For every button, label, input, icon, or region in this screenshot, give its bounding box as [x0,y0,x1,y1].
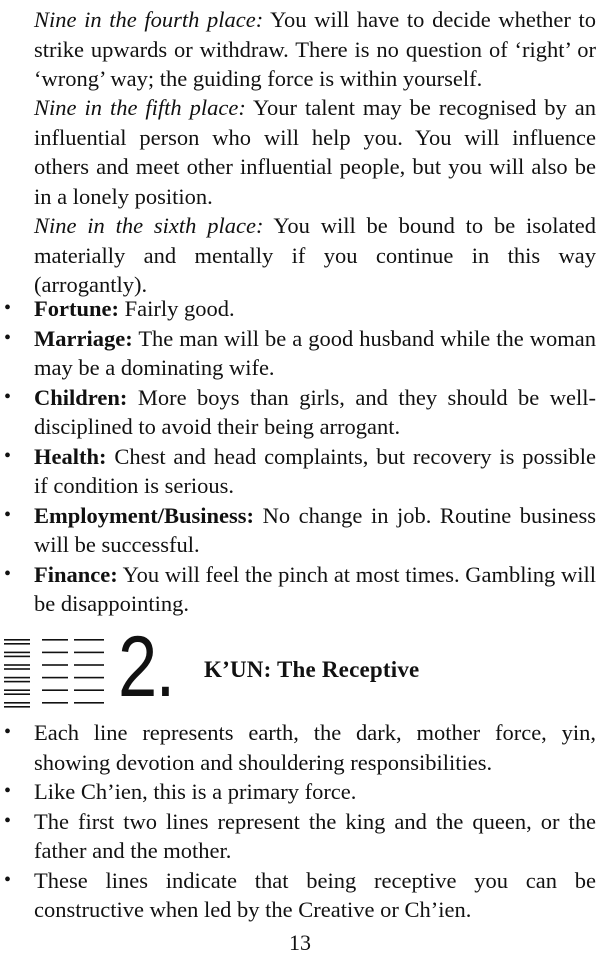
bullet-icon: • [4,444,12,467]
hexagram-kun-icon [0,636,115,711]
yin-line-segment [42,664,68,666]
bullet-icon: • [4,780,12,802]
page-number: 13 [289,930,311,955]
line-text: Your talent may be recognised by an influential person who will help you. You will influence others and meet other influential people, but you will also be in a lonely position. [34,95,596,209]
bullet-icon: • [4,562,12,585]
yin-line-segment [4,689,30,691]
list-item [0,807,596,866]
list-item [0,866,596,925]
bullet-text: The man will be a good husband while the woman may be a dominating wife. [34,325,597,380]
yin-line-segment [4,639,30,641]
hexagram-heading [0,619,600,715]
list-item-employment: • Employment/Business: No change in job. Routine business will be successful. [4,502,596,557]
hexagram-title: K’UN: The Receptive [204,657,420,682]
bullet-icon: • [4,868,12,891]
bullet-text: The first two lines represent the king and the queen, or the father and the mother. [34,808,596,863]
yin-line-segment [74,677,104,679]
line-label: Nine in the fourth place [34,7,256,32]
bullet-label: Finance [34,561,111,587]
line-label: Nine in the sixth place [34,213,256,238]
yin-line-segment [4,656,30,658]
summary-list [0,294,600,619]
list-item-fortune: • Fortune: Fairly good. [0,294,596,324]
bullet-text: Fairly good. [124,296,235,321]
bullet-label: Health [34,443,99,469]
yin-line-segment [4,643,30,645]
bullet-icon: • [4,721,12,743]
list-item-marriage: • Marriage: The man will be a good husband while the woman may be a dominating wife. [4,325,597,380]
yin-line-segment [42,702,68,704]
bullet-label: Fortune [34,296,112,321]
yin-line-segment [74,652,104,654]
hexagram-intro-list [0,718,600,925]
bullet-label: Marriage [34,325,126,351]
list-item-health: • Health: Chest and head complaints, but recovery is possible if condition is serious. [4,443,596,498]
yin-line-segment [4,677,30,679]
yin-line-segment [4,652,30,654]
hexagram-lines [4,639,104,708]
line-text: You will have to decide whether to strike upwards or withdraw. There is no question of ‘right’ or ‘wrong’ way; the guiding force is within yourself. [34,7,597,91]
bullet-icon: • [4,503,12,526]
yin-line-segment [42,639,68,641]
bullet-icon: • [4,297,12,319]
bullet-text: Chest and head complaints, but recovery is possible if condition is serious. [34,443,596,498]
yin-line-segment [74,702,104,704]
hexagram-number: 2. [118,619,174,715]
bullet-text: These lines indicate that being receptive you can be constructive when led by the Creative or Ch’ien. [34,867,596,922]
list-item-finance: • Finance: You will feel the pinch at most times. Gambling will be disappointing. [4,561,596,616]
bullet-text: Like Ch’ien, this is a primary force. [34,779,357,804]
list-item [0,718,596,777]
bullet-label: Children [34,384,120,410]
list-item [0,777,596,807]
yin-line-segment [42,677,68,679]
yin-line-segment [4,668,30,670]
bullet-text: No change in job. Routine business will be successful. [34,502,596,557]
yin-line-segment [74,664,104,666]
bullet-icon: • [4,326,12,349]
yin-line-segment [42,652,68,654]
line-entry-fourth: Nine in the fourth place: You will have to decide whether to strike upwards or withdraw. There is no question of ‘right’ or ‘wrong’ way; the guiding force is within yourself. [34,7,597,91]
line-label: Nine in the fifth place [34,95,239,120]
bullet-text: You will feel the pinch at most times. Gambling will be disappointing. [34,561,596,616]
yin-line-segment [4,706,30,708]
yin-line-segment [74,639,104,641]
bullet-icon: • [4,385,12,408]
bullet-icon: • [4,809,12,832]
yin-line-segment [4,681,30,683]
yin-line-segment [74,689,104,691]
bullet-text: Each line represents earth, the dark, mother force, yin, showing devotion and shouldering responsibilities. [34,720,596,775]
yin-line-segment [4,693,30,695]
line-entry-fifth: Nine in the fifth place: Your talent may be recognised by an influential person who will help you. You will influence others and meet other influential people, but you will also be in a lonely position. [34,95,596,209]
yin-line-segment [4,702,30,704]
line-text: You will be bound to be isolated materially and mentally if you continue in this way (arrogantly). [34,213,596,297]
line-entry-sixth: Nine in the sixth place: You will be bound to be isolated materially and mentally if you continue in this way (arrogantly). [34,213,596,297]
list-item-children: • Children: More boys than girls, and they should be well-disciplined to avoid their being arrogant. [4,384,596,439]
yin-line-segment [42,689,68,691]
bullet-text: More boys than girls, and they should be well-disciplined to avoid their being arrogant. [34,384,596,439]
yin-line-segment [4,664,30,666]
bullet-label: Employment/Business [34,502,247,528]
